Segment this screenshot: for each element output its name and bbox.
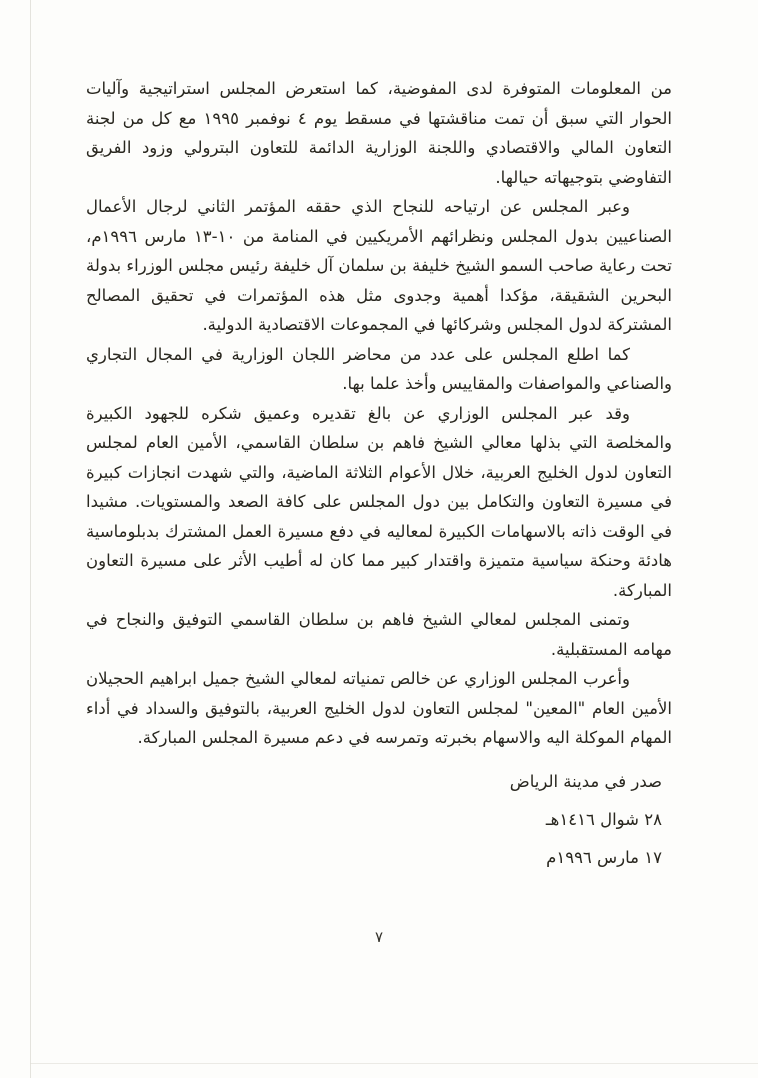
issuance-gregorian-date: ١٧ مارس ١٩٩٦م — [546, 847, 662, 867]
issuance-hijri-date: ٢٨ شوال ١٤١٦هـ — [545, 809, 662, 829]
paragraph-wishes: وتمنى المجلس لمعالي الشيخ فاهم بن سلطان القاسمي التوفيق والنجاح في مهامه المستقبلية. — [86, 610, 672, 659]
scan-artifact-left-line — [30, 0, 31, 1078]
paragraph-continuation: من المعلومات المتوفرة لدى المفوضية، كما استعرض المجلس استراتيجية وآليات الحوار التي سبق أن تمت مناقشتها في مسقط يوم ٤ نوفمبر ١٩٩٥ مع كل من لجنة التعاون المالي والاقتصادي واللجنة الوزارية الدائمة للتعاون البترولي وزود الفريق التفاوضي بتوجيهاته حيالها. — [86, 79, 672, 187]
paragraph-new-secretary-general: وأعرب المجلس الوزاري عن خالص تمنياته لمعالي الشيخ جميل ابراهيم الحجيلان الأمين العام "المعين" لمجلس التعاون لدول الخليج العربية، بالتوفيق والسداد في أداء المهام الموكلة اليه والاسهام بخبرته وتمرسه في دعم مسيرة المجلس المباركة. — [86, 669, 672, 747]
paragraph-conference: وعبر المجلس عن ارتياحه للنجاح الذي حققه المؤتمر الثاني لرجال الأعمال الصناعيين بدول المجلس ونظرائهم الأمريكيين في المنامة من ١٠-١٣ مارس ١٩٩٦م، تحت رعاية صاحب السمو الشيخ خليفة بن سلمان آل خليفة رئيس مجلس الوزراء بدولة البحرين الشقيقة، مؤكدا أهمية وجدوى مثل هذه المؤتمرات في تحقيق المصالح المشتركة لدول المجلس وشركائها في المجموعات الاقتصادية الدولية. — [86, 197, 672, 334]
paragraph-committee-minutes: كما اطلع المجلس على عدد من محاضر اللجان الوزارية في المجال التجاري والصناعي والمواصفات والمقاييس وأخذ علما بها. — [86, 344, 672, 393]
paragraph-secretary-general-thanks: وقد عبر المجلس الوزاري عن بالغ تقديره وعميق شكره للجهود الكبيرة والمخلصة التي بذلها معالي الشيخ فاهم بن سلطان القاسمي، الأمين العام لمجلس التعاون لدول الخليج العربية، خلال الأعوام الثلاثة الماضية، والتي شهدت انجازات كبيرة في مسيرة التعاون والتكامل بين دول المجلس على كافة الصعد والمستويات. مشيدا في الوقت ذاته بالاسهامات الكبيرة لمعاليه في دفع مسيرة العمل المشترك بدبلوماسية هادئة وحنكة سياسية متميزة واقتدار كبير مما كان له أطيب الأثر على مسيرة التعاون المباركة. — [86, 403, 672, 600]
issuance-place: صدر في مدينة الرياض — [509, 771, 662, 791]
document-body — [86, 74, 672, 877]
page-number: ٧ — [374, 928, 384, 946]
issuance-block — [86, 763, 672, 877]
scan-artifact-bottom-line — [30, 1063, 758, 1064]
